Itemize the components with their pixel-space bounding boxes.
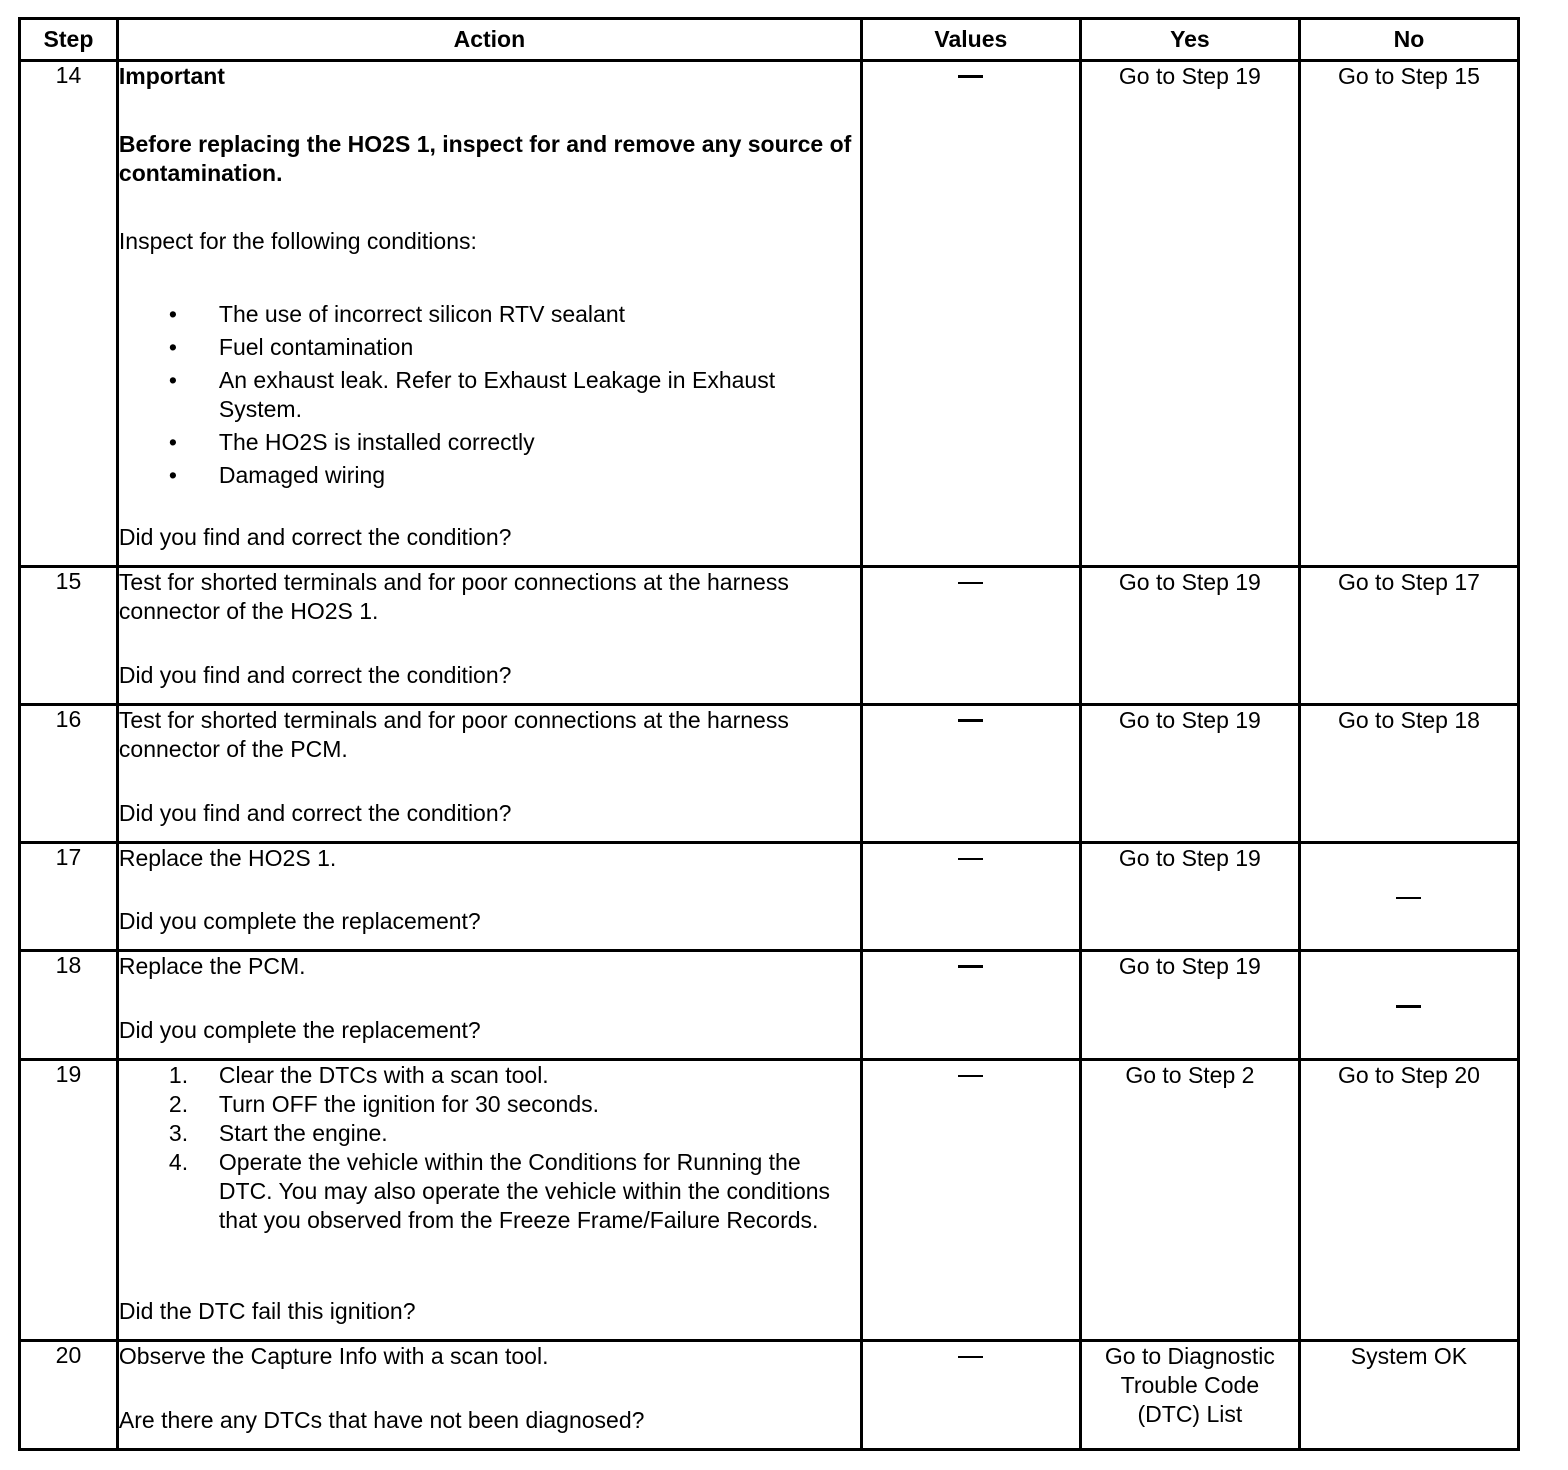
list-item: 1. Clear the DTCs with a scan tool. xyxy=(168,1062,549,1088)
question-text: Did you find and correct the condition? xyxy=(118,662,512,688)
header-values: Values xyxy=(861,19,1080,61)
step-number: 16 xyxy=(20,705,118,843)
action-text: Replace the PCM. xyxy=(118,953,306,979)
em-dash xyxy=(958,719,983,722)
header-no: No xyxy=(1299,19,1518,61)
list-item: • Damaged wiring xyxy=(119,461,860,490)
header-yes: Yes xyxy=(1080,19,1299,61)
table-row-step-14 xyxy=(20,61,1519,567)
action-text: Replace the HO2S 1. xyxy=(118,845,337,871)
no-cell: Go to Step 15 xyxy=(1299,61,1518,567)
header-action: Action xyxy=(117,19,861,61)
list-item: • An exhaust leak. Refer to Exhaust Leakage in Exhaust System. xyxy=(119,366,860,424)
step-number: 20 xyxy=(20,1341,118,1450)
question-text: Are there any DTCs that have not been diagnosed? xyxy=(118,1407,645,1433)
action-cell xyxy=(117,705,861,843)
question-text: Did you complete the replacement? xyxy=(118,1017,481,1043)
action-cell xyxy=(117,843,861,951)
procedure-list xyxy=(119,1061,860,1235)
list-item: • Fuel contamination xyxy=(119,333,860,362)
step-number: 14 xyxy=(20,61,118,567)
action-text: Test for shorted terminals and for poor connections at the harness connector of the PCM. xyxy=(118,707,789,762)
question-text: Did the DTC fail this ignition? xyxy=(118,1298,416,1324)
question-text: Did you find and correct the condition? xyxy=(118,800,512,826)
yes-cell: Go to Step 19 xyxy=(1080,951,1299,1060)
values-cell xyxy=(861,1341,1080,1450)
list-item: • The HO2S is installed correctly xyxy=(119,428,860,457)
action-cell xyxy=(117,951,861,1060)
values-cell xyxy=(861,843,1080,951)
no-cell: Go to Step 18 xyxy=(1299,705,1518,843)
step-number: 18 xyxy=(20,951,118,1060)
diagnostic-table xyxy=(18,17,1520,1451)
em-dash xyxy=(958,1356,983,1358)
action-text: Observe the Capture Info with a scan tool. xyxy=(118,1343,549,1369)
important-title: Important xyxy=(118,63,225,89)
no-cell xyxy=(1299,951,1518,1060)
em-dash xyxy=(1396,897,1421,899)
em-dash xyxy=(958,75,983,78)
table-row-step-19 xyxy=(20,1060,1519,1341)
values-cell xyxy=(861,705,1080,843)
values-cell xyxy=(861,951,1080,1060)
values-cell xyxy=(861,1060,1080,1341)
important-text: Before replacing the HO2S 1, inspect for and remove any source of contamination. xyxy=(118,131,852,186)
no-cell: System OK xyxy=(1299,1341,1518,1450)
yes-cell: Go to Diagnostic Trouble Code (DTC) List xyxy=(1080,1341,1299,1450)
list-item: • The use of incorrect silicon RTV sealant xyxy=(119,300,860,329)
action-text: Test for shorted terminals and for poor connections at the harness connector of the HO2S 1. xyxy=(118,569,789,624)
em-dash xyxy=(958,1075,983,1077)
yes-cell: Go to Step 19 xyxy=(1080,843,1299,951)
values-cell xyxy=(861,61,1080,567)
table-row-step-20 xyxy=(20,1341,1519,1450)
question-text: Did you complete the replacement? xyxy=(118,908,481,934)
em-dash xyxy=(958,965,983,968)
action-cell xyxy=(117,567,861,705)
table-row-step-16 xyxy=(20,705,1519,843)
question-text: Did you find and correct the condition? xyxy=(118,524,512,550)
header-step: Step xyxy=(20,19,118,61)
yes-cell: Go to Step 2 xyxy=(1080,1060,1299,1341)
step-number: 15 xyxy=(20,567,118,705)
no-cell xyxy=(1299,843,1518,951)
header-row xyxy=(20,19,1519,61)
no-cell: Go to Step 20 xyxy=(1299,1060,1518,1341)
em-dash xyxy=(1396,1005,1421,1008)
action-cell xyxy=(117,61,861,567)
yes-cell: Go to Step 19 xyxy=(1080,61,1299,567)
table-row-step-18 xyxy=(20,951,1519,1060)
list-item: 4. Operate the vehicle within the Conditions for Running the DTC. You may also operate the vehicle within the conditions that you observed from the Freeze Frame/Failure Records. xyxy=(168,1149,831,1233)
no-cell: Go to Step 17 xyxy=(1299,567,1518,705)
list-item: 2. Turn OFF the ignition for 30 seconds. xyxy=(168,1091,600,1117)
table-row-step-15 xyxy=(20,567,1519,705)
values-cell xyxy=(861,567,1080,705)
em-dash xyxy=(958,858,983,860)
action-cell xyxy=(117,1060,861,1341)
step-number: 17 xyxy=(20,843,118,951)
yes-cell: Go to Step 19 xyxy=(1080,567,1299,705)
list-item: 3. Start the engine. xyxy=(168,1120,388,1146)
table-row-step-17 xyxy=(20,843,1519,951)
yes-cell: Go to Step 19 xyxy=(1080,705,1299,843)
conditions-list xyxy=(119,300,860,490)
inspect-intro: Inspect for the following conditions: xyxy=(118,228,477,254)
action-cell xyxy=(117,1341,861,1450)
em-dash xyxy=(958,582,983,584)
step-number: 19 xyxy=(20,1060,118,1341)
